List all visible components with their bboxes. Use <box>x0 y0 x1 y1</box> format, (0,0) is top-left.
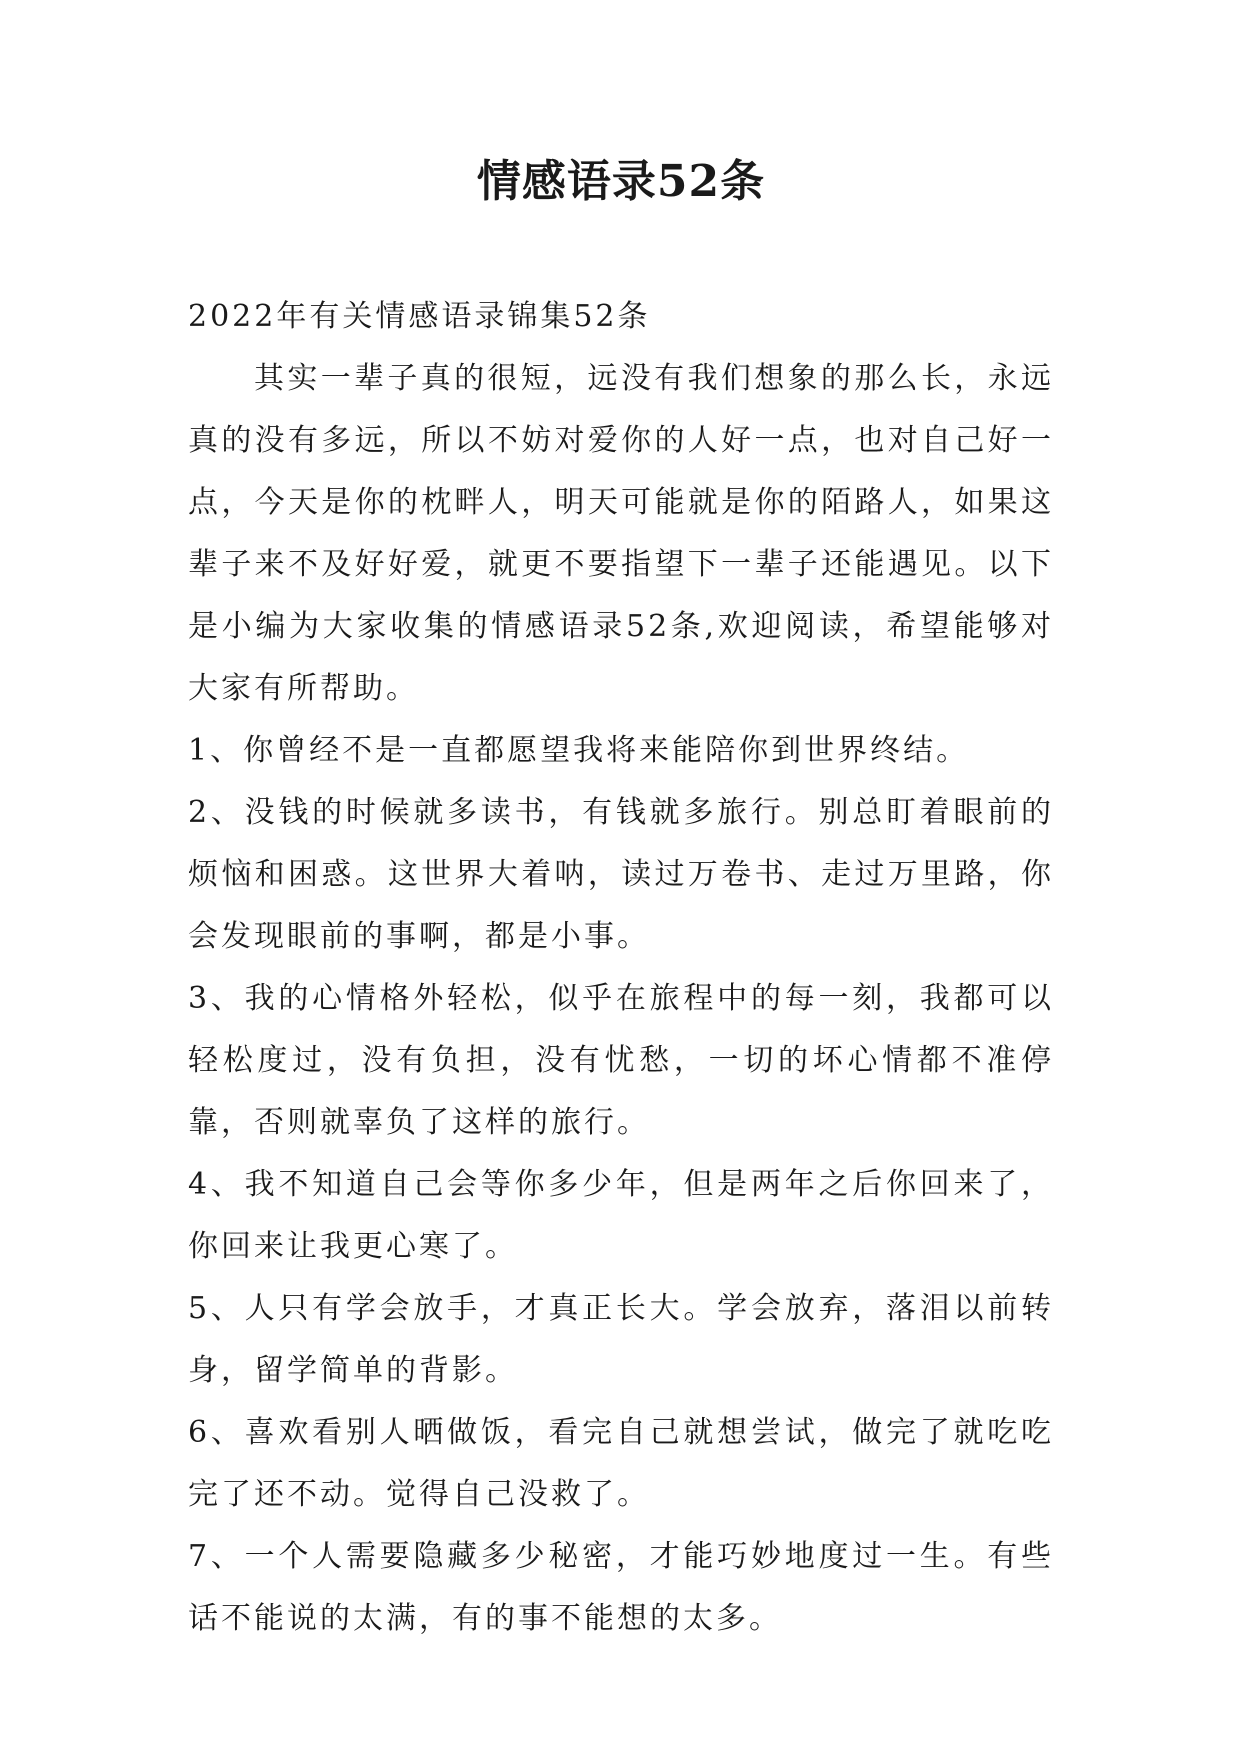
intro-paragraph: 其实一辈子真的很短，远没有我们想象的那么长，永远真的没有多远，所以不妨对爱你的人好一点，也对自己好一点，今天是你的枕畔人，明天可能就是你的陌路人，如果这辈子来不及好好爱，就更不要指望下一辈子还能遇见。以下是小编为大家收集的情感语录52条,欢迎阅读，希望能够对大家有所帮助。 <box>188 361 1054 706</box>
document-subtitle: 2022年有关情感语录锦集52条 <box>188 299 651 334</box>
quote-item-3: 3、我的心情格外轻松，似乎在旅程中的每一刻，我都可以轻松度过，没有负担，没有忧愁，一切的坏心情都不准停靠，否则就辜负了这样的旅行。 <box>188 981 1054 1140</box>
document-title: 情感语录52条 <box>476 156 766 207</box>
quote-item-4: 4、我不知道自己会等你多少年，但是两年之后你回来了，你回来让我更心寒了。 <box>188 1167 1054 1264</box>
quote-item-5: 5、人只有学会放手，才真正长大。学会放弃，落泪以前转身，留学简单的背影。 <box>188 1291 1054 1388</box>
quote-item-7: 7、一个人需要隐藏多少秘密，才能巧妙地度过一生。有些话不能说的太满，有的事不能想的太多。 <box>188 1539 1054 1636</box>
document-body <box>188 286 1054 1650</box>
quote-item-6: 6、喜欢看别人晒做饭，看完自己就想尝试，做完了就吃吃完了还不动。觉得自己没救了。 <box>188 1415 1054 1512</box>
quote-item-2: 2、没钱的时候就多读书，有钱就多旅行。别总盯着眼前的烦恼和困惑。这世界大着呐，读过万卷书、走过万里路，你会发现眼前的事啊，都是小事。 <box>188 795 1054 954</box>
quote-item-1: 1、你曾经不是一直都愿望我将来能陪你到世界终结。 <box>188 733 970 768</box>
